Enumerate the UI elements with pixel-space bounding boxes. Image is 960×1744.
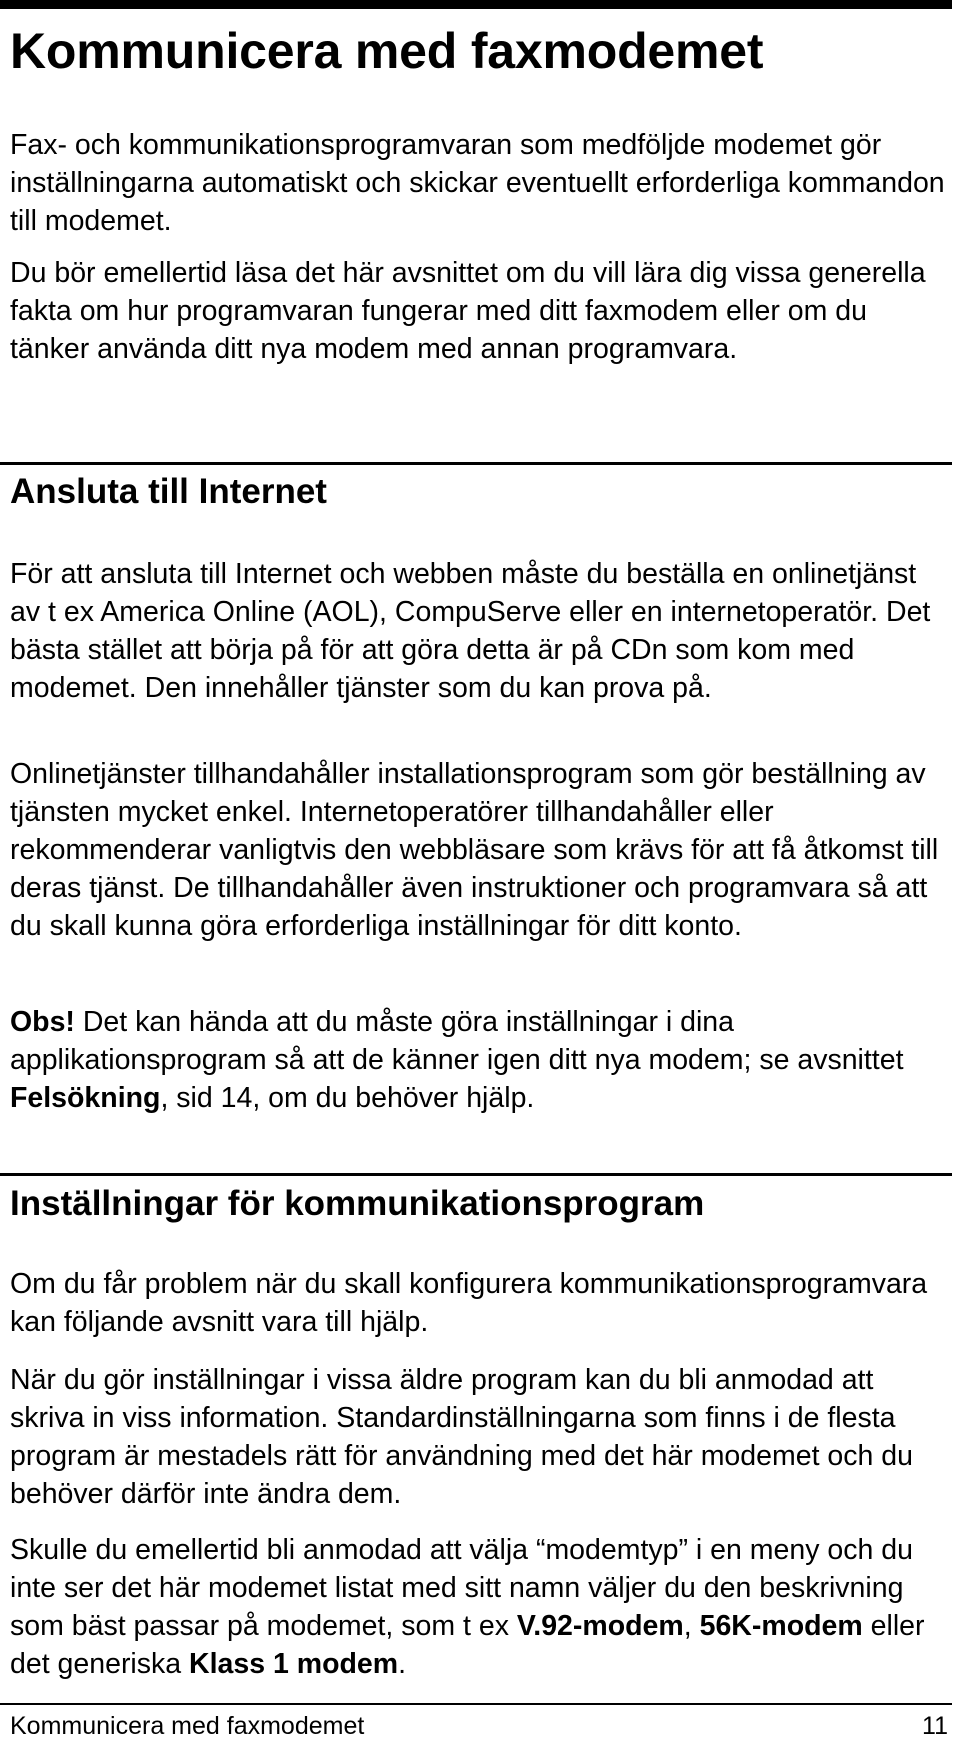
settings-heading: Inställningar för kommunikationsprogram [10, 1184, 705, 1223]
intro-paragraph-2: Du bör emellertid läsa det här avsnittet om du vill lära dig vissa generella fakta om hur programvaran fungerar med ditt faxmodem eller om du tänker använda ditt nya modem med annan programvara. [10, 257, 926, 365]
footer-title: Kommunicera med faxmodemet [10, 1712, 365, 1740]
footer-rule [0, 1703, 952, 1705]
page-number: 11 [922, 1712, 948, 1740]
intro-paragraph-1: Fax- och kommunikationsprogramvaran som medföljde modemet gör inställningarna automatiskt och skickar eventuellt erforderliga kommandon till modemet. [10, 129, 945, 237]
note-paragraph [10, 1003, 945, 1117]
section-divider-internet [0, 462, 952, 465]
settings-p3-text-2: eller det generiska [10, 1610, 925, 1680]
modem-type-56k: 56K-modem [699, 1610, 863, 1642]
note-text-after: , sid 14, om du behöver hjälp. [160, 1082, 535, 1114]
page-title: Kommunicera med faxmodemet [10, 23, 764, 79]
settings-paragraph-3 [10, 1531, 945, 1683]
modem-type-v92: V.92-modem [516, 1610, 684, 1642]
top-rule [0, 0, 952, 9]
internet-heading: Ansluta till Internet [10, 472, 327, 511]
note-text-before: Det kan hända att du måste göra inställningar i dina applikationsprogram så att de känner igen ditt nya modem; se avsnittet [10, 1006, 904, 1076]
troubleshooting-reference: Felsökning [10, 1082, 161, 1114]
settings-paragraph-2: När du gör inställningar i vissa äldre program kan du bli anmodad att skriva in viss information. Standardinställningarna som finns i de flesta program är mestadels rätt för användning med det här modemet och du behöver därför inte ändra dem. [10, 1364, 913, 1510]
settings-paragraph-1: Om du får problem när du skall konfigurera kommunikationsprogramvara kan följande avsnitt vara till hjälp. [10, 1268, 928, 1338]
note-label: Obs! [10, 1006, 75, 1038]
settings-p3-separator: , [683, 1610, 700, 1642]
internet-paragraph-2: Onlinetjänster tillhandahåller installationsprogram som gör beställning av tjänsten mycket enkel. Internetoperatörer tillhandahåller eller rekommenderar vanligtvis den webbläsare som krävs för att få åtkomst till deras tjänst. De tillhandahåller även instruktioner och programvara så att du skall kunna göra erforderliga inställningar för ditt konto. [10, 758, 939, 942]
internet-paragraph-1: För att ansluta till Internet och webben måste du beställa en onlinetjänst av t ex America Online (AOL), CompuServe eller en internetoperatör. Det bästa stället att börja på för att göra detta är på CDn som kom med modemet. Den innehåller tjänster som du kan prova på. [10, 558, 931, 704]
settings-p3-end: . [398, 1648, 407, 1680]
settings-p3-text-1: Skulle du emellertid bli anmodad att välja “modemtyp” i en meny och du inte ser det här modemet listat med sitt namn väljer du den beskrivning som bäst passar på modemet, som t ex [10, 1534, 913, 1642]
modem-type-class1: Klass 1 modem [189, 1648, 399, 1680]
section-divider-settings [0, 1173, 952, 1176]
